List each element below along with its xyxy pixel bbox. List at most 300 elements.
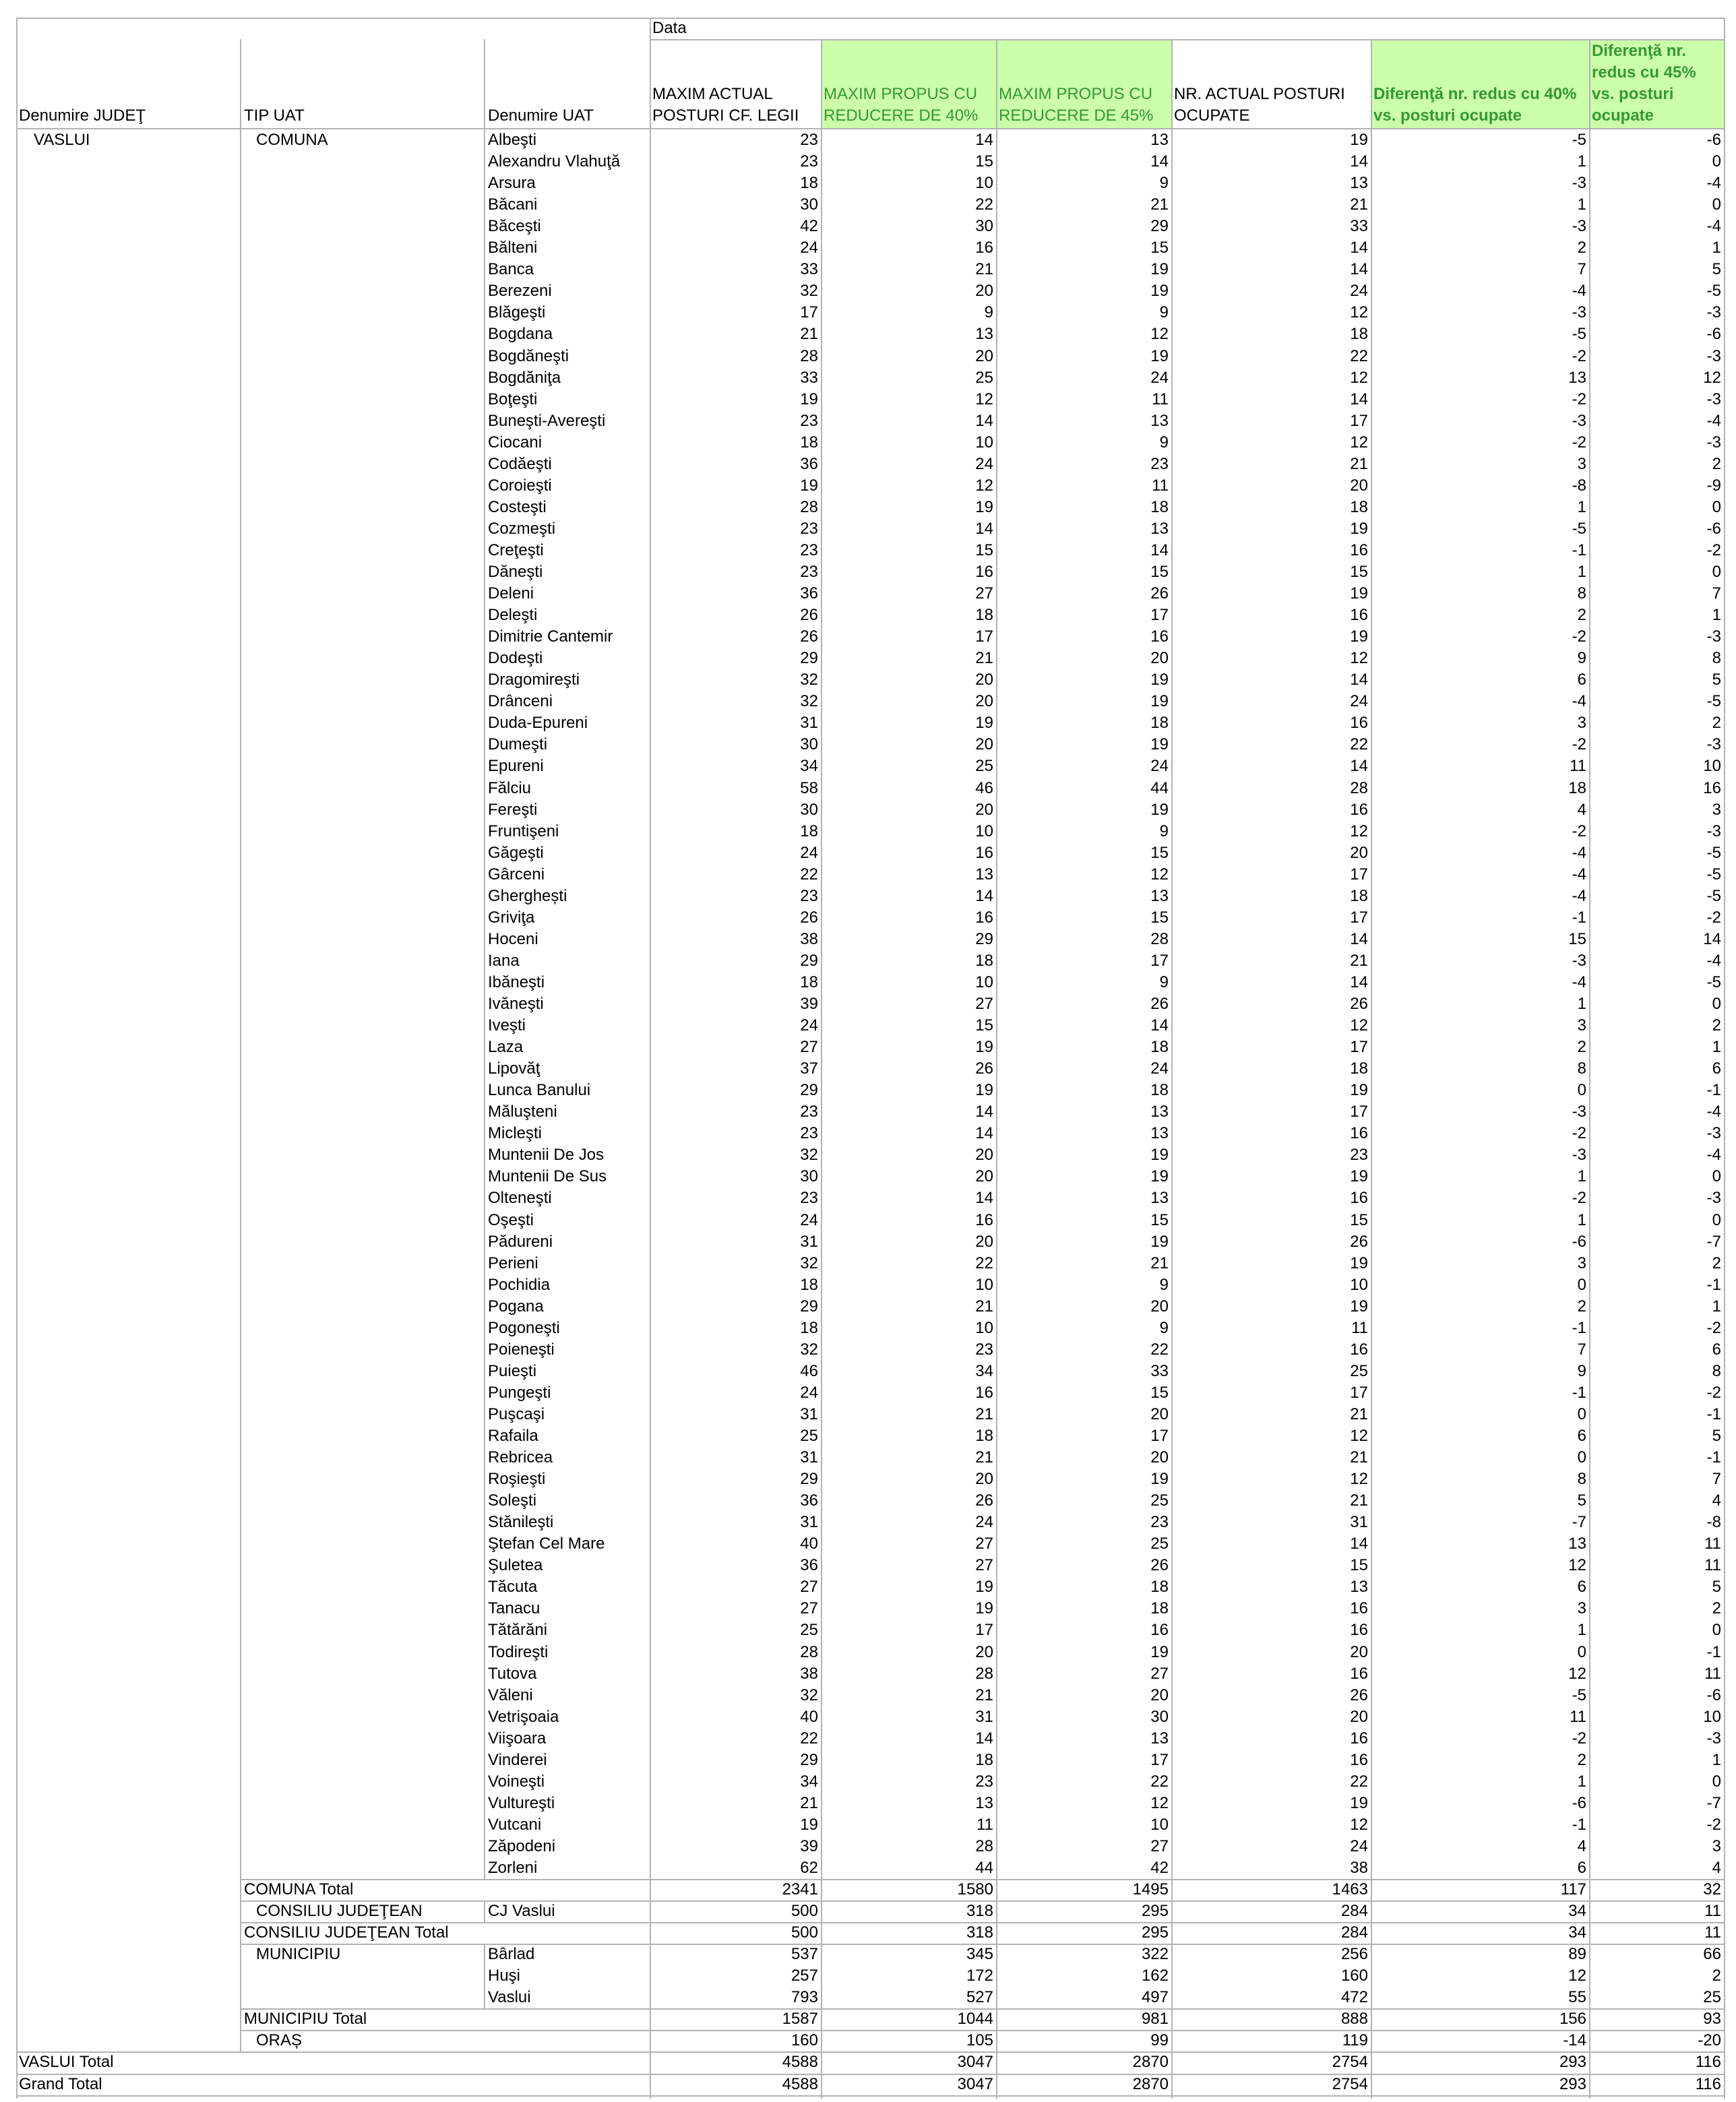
header-judet: Denumire JUDEŢ [19,106,146,125]
value-cell: 19 [1150,1146,1169,1165]
value-cell: 55 [1568,1988,1586,2007]
value-cell: -1 [1706,1275,1721,1294]
value-cell: 14 [975,411,993,430]
value-cell: -3 [1706,390,1721,408]
value-cell: 27 [975,995,993,1013]
value-cell: 22 [1350,346,1368,365]
value-cell: 160 [1340,1967,1368,1985]
value-cell: -3 [1706,735,1721,754]
table-row [16,1187,1725,1209]
value-cell: 11 [1351,1318,1368,1337]
value-cell: 20 [1150,1297,1169,1316]
value-cell: 20 [975,671,993,689]
value-cell: 11 [1570,1707,1586,1726]
value-cell: 20 [975,1167,993,1186]
value-cell: 11 [1152,390,1169,408]
header-denumire-uat: Denumire UAT [488,106,594,125]
table-row [16,648,1725,669]
value-cell: 2870 [1132,2074,1169,2093]
value-cell: 23 [800,152,818,171]
value-cell: 12 [1568,1556,1586,1575]
value-cell: 21 [1350,195,1368,214]
uat-name-cell: Lipovăţ [488,1059,540,1078]
value-cell: -2 [1706,1318,1721,1337]
uat-name-cell: Tutova [488,1664,537,1683]
value-cell: 17 [975,1621,993,1640]
value-cell: 17 [800,303,818,322]
value-cell: -20 [1698,2031,1721,2050]
value-cell: -5 [1706,886,1721,905]
value-cell: 19 [1350,131,1368,149]
value-cell: 8 [1577,1470,1586,1489]
value-cell: 19 [975,1038,993,1057]
table-row [16,129,1725,151]
tip-uat-cell: CONSILIU JUDEŢEAN [256,1902,423,1921]
value-cell: 10 [975,1275,993,1294]
uat-name-cell: Buneşti-Avereşti [488,411,606,430]
uat-name-cell: Vetrişoaia [488,1707,559,1726]
value-cell: 12 [1350,1016,1368,1035]
value-cell: 29 [800,1297,818,1316]
value-cell: 99 [1150,2031,1169,2050]
value-cell: 23 [800,886,818,905]
value-cell: 16 [1350,1340,1368,1359]
uat-name-cell: Gherghești [488,886,567,905]
value-cell: 34 [975,1361,993,1380]
value-cell: 3047 [957,2074,993,2093]
value-cell: 11 [1704,1535,1721,1553]
value-cell: 39 [800,995,818,1013]
value-cell: 2 [1577,1297,1586,1316]
uat-name-cell: Creţeşti [488,540,544,559]
uat-name-cell: Viişoara [488,1729,547,1748]
value-cell: 19 [1150,1470,1169,1489]
table-row [16,475,1725,497]
value-cell: 25 [1150,1491,1169,1510]
value-cell: 2 [1712,714,1721,733]
table-row [16,1382,1725,1404]
value-cell: 10 [975,1318,993,1337]
table-row [16,1231,1725,1253]
value-cell: 14 [1350,152,1368,171]
value-cell: 14 [1350,1535,1368,1553]
value-cell: 15 [975,152,993,171]
value-cell: -2 [1572,627,1586,646]
table-row [16,1361,1725,1382]
value-cell: -4 [1706,411,1721,430]
table-row [16,173,1725,194]
value-cell: 24 [800,843,818,862]
value-cell: 5 [1712,260,1721,279]
value-cell: 12 [1703,368,1721,387]
value-cell: 28 [975,1836,993,1855]
value-cell: 19 [975,497,993,516]
uat-name-cell: Costeşti [488,497,547,516]
table-row [16,1210,1725,1231]
value-cell: 27 [1150,1836,1169,1855]
table-row [16,929,1725,950]
value-cell: -6 [1706,325,1721,344]
uat-name-cell: Zăpodeni [488,1836,556,1855]
value-cell: 15 [1350,1210,1368,1229]
value-cell: 14 [975,1124,993,1143]
value-cell: 30 [800,195,818,214]
value-cell: 116 [1695,2074,1721,2093]
uat-name-cell: Ivăneşti [488,995,544,1013]
value-cell: 14 [1703,929,1721,948]
value-cell: 257 [790,1967,818,1985]
value-cell: 156 [1559,2010,1586,2029]
value-cell: 537 [790,1945,818,1964]
value-cell: 13 [1568,368,1586,387]
value-cell: 39 [800,1836,818,1855]
value-cell: 20 [1150,649,1169,668]
value-cell: 14 [1150,152,1169,171]
value-cell: 9 [1159,1318,1169,1337]
uat-name-cell: Bălteni [488,239,538,257]
value-cell: 14 [1350,260,1368,279]
table-row [16,907,1725,929]
value-cell: 32 [800,671,818,689]
value-cell: 30 [800,1167,818,1186]
value-cell: 27 [975,584,993,603]
table-row [16,323,1725,345]
value-cell: 24 [1150,757,1169,776]
value-cell: 7 [1577,260,1586,279]
value-cell: 9 [1159,433,1169,452]
value-cell: 2870 [1132,2053,1169,2072]
value-cell: 2 [1577,1038,1586,1057]
uat-name-cell: Berezeni [488,282,552,301]
uat-name-cell: Blăgeşti [488,303,546,322]
value-cell: 17 [1350,908,1368,927]
table-row [16,972,1725,993]
table-row [16,280,1725,302]
value-cell: 500 [790,1923,818,1942]
value-cell: 3 [1577,1599,1586,1618]
value-cell: 19 [1150,800,1169,819]
value-cell: 19 [800,1815,818,1834]
value-cell: 14 [975,131,993,149]
value-cell: 13 [1150,411,1169,430]
uat-name-cell: Roşieşti [488,1470,546,1489]
table-row [16,346,1725,367]
value-cell: 1044 [957,2010,993,2029]
value-cell: 2 [1577,239,1586,257]
value-cell: 24 [1150,1059,1169,1078]
value-cell: -6 [1572,1232,1586,1251]
value-cell: 119 [1342,2031,1368,2050]
table-row [16,993,1725,1015]
table-row [16,367,1725,389]
value-cell: 22 [1150,1772,1169,1791]
value-cell: 18 [800,1318,818,1337]
uat-name-cell: Muntenii De Jos [488,1146,604,1165]
value-cell: 24 [975,454,993,473]
data-label: Data [652,19,687,37]
value-cell: 27 [800,1038,818,1057]
value-cell: 12 [1568,1664,1586,1683]
value-cell: 19 [1150,692,1169,711]
value-cell: 36 [800,584,818,603]
tip-uat-cell: ORAȘ [256,2031,303,2050]
value-cell: 21 [975,260,993,279]
value-cell: 16 [975,843,993,862]
value-cell: 15 [975,540,993,559]
value-cell: -3 [1706,1729,1721,1748]
value-cell: -8 [1706,1513,1721,1532]
value-cell: 26 [1150,995,1169,1013]
value-cell: 1 [1712,1750,1721,1769]
value-cell: 34 [1568,1923,1586,1942]
value-cell: 18 [975,606,993,625]
table-row [16,237,1725,259]
table-row [16,518,1725,540]
uat-name-cell: Gârceni [488,865,545,884]
value-cell: 888 [1340,2010,1368,2029]
value-cell: 0 [1712,1621,1721,1640]
value-cell: 25 [800,1427,818,1445]
value-cell: 0 [1577,1642,1586,1661]
uat-name-cell: Rebricea [488,1448,553,1467]
value-cell: 0 [1712,995,1721,1013]
value-cell: 2341 [782,1880,818,1899]
value-cell: -5 [1706,972,1721,991]
value-cell: 16 [1350,1124,1368,1143]
value-cell: 19 [1350,1297,1368,1316]
value-cell: 25 [975,368,993,387]
value-cell: 24 [975,1513,993,1532]
value-cell: -3 [1572,1146,1586,1165]
table-row [16,432,1725,454]
value-cell: 1 [1577,195,1586,214]
value-cell: 21 [1150,195,1169,214]
value-cell: -4 [1572,692,1586,711]
value-cell: 18 [975,951,993,970]
uat-name-cell: Fereşti [488,800,538,819]
value-cell: 29 [800,1081,818,1100]
value-cell: -3 [1572,411,1586,430]
uat-name-cell: Stănileşti [488,1513,554,1532]
value-cell: -5 [1706,282,1721,301]
value-cell: 44 [975,1859,993,1877]
value-cell: 21 [1150,1254,1169,1272]
table-row [16,799,1725,821]
table-row [16,389,1725,410]
value-cell: -4 [1572,282,1586,301]
value-cell: 13 [1150,1729,1169,1748]
value-cell: 19 [1350,584,1368,603]
value-cell: 17 [1150,606,1169,625]
subtotal-label: CONSILIU JUDEŢEAN Total [244,1923,449,1942]
table-row [16,1447,1725,1469]
value-cell: 1 [1577,1167,1586,1186]
grid-line [240,39,241,128]
uat-name-cell: Duda-Epureni [488,714,588,733]
value-cell: 26 [1350,1232,1368,1251]
value-cell: 6 [1577,1859,1586,1877]
value-cell: -2 [1572,822,1586,840]
value-cell: 293 [1559,2074,1586,2093]
value-cell: 3047 [957,2053,993,2072]
value-cell: 10 [975,174,993,193]
value-cell: 11 [1152,476,1169,495]
value-cell: 18 [800,972,818,991]
value-cell: 18 [1150,497,1169,516]
value-cell: 30 [1150,1707,1169,1726]
table-row [16,1123,1725,1144]
value-cell: -6 [1572,1793,1586,1812]
value-cell: -4 [1706,1146,1721,1165]
value-cell: 20 [975,1146,993,1165]
uat-name-cell: Albeşti [488,131,537,149]
value-cell: 4 [1712,1859,1721,1877]
table-row [16,626,1725,648]
value-cell: 295 [1141,1902,1169,1921]
table-row [16,1144,1725,1166]
uat-name-cell: Vinderei [488,1750,547,1769]
value-cell: 10 [1703,1707,1721,1726]
uat-name-cell: Lunca Banului [488,1081,591,1100]
value-cell: 21 [975,1686,993,1704]
value-cell: 16 [1350,1621,1368,1640]
uat-name-cell: Dăneşti [488,563,543,581]
pivot-table [16,18,1725,2099]
value-cell: -5 [1706,865,1721,884]
value-cell: 4 [1577,800,1586,819]
value-cell: -3 [1706,822,1721,840]
value-cell: 18 [800,822,818,840]
table-row [16,1857,1725,1879]
value-cell: 2754 [1332,2053,1368,2072]
value-cell: -4 [1572,843,1586,862]
table-row [16,1771,1725,1793]
value-cell: 9 [1159,972,1169,991]
value-cell: -4 [1572,886,1586,905]
value-cell: 36 [800,1491,818,1510]
value-cell: 5 [1712,671,1721,689]
value-cell: 11 [1704,1556,1721,1575]
value-cell: 19 [975,1578,993,1597]
value-cell: 32 [800,1254,818,1272]
table-row [16,1058,1725,1080]
uat-name-cell: Ştefan Cel Mare [488,1535,605,1553]
value-cell: 11 [976,1815,993,1834]
table-row [16,1555,1725,1576]
value-cell: 12 [975,476,993,495]
table-row [16,669,1725,691]
value-cell: 21 [1350,454,1368,473]
value-cell: 16 [1350,1750,1368,1769]
value-cell: 2 [1712,454,1721,473]
value-cell: 30 [975,217,993,236]
value-cell: 32 [800,282,818,301]
value-cell: 6 [1577,671,1586,689]
value-cell: 27 [800,1578,818,1597]
value-cell: 295 [1141,1923,1169,1942]
table-row [16,1987,1725,2008]
value-cell: 19 [1150,1642,1169,1661]
table-row [16,151,1725,173]
tip-uat-cell: MUNICIPIU [256,1945,341,1964]
value-cell: 38 [1350,1859,1368,1877]
value-cell: 17 [1350,1103,1368,1121]
uat-name-cell: Voineşti [488,1772,545,1791]
uat-name-cell: Dumeşti [488,735,548,754]
value-cell: 20 [1150,1448,1169,1467]
table-row [16,1533,1725,1555]
uat-name-cell: Bogdana [488,325,553,344]
value-cell: 19 [975,1599,993,1618]
value-cell: 12 [1150,865,1169,884]
value-cell: 2 [1712,1967,1721,1985]
value-cell: 17 [1350,865,1368,884]
value-cell: 21 [1350,1448,1368,1467]
table-row [16,734,1725,755]
value-cell: 24 [1350,282,1368,301]
value-cell: 3 [1577,1016,1586,1035]
value-cell: 20 [975,282,993,301]
value-cell: 14 [975,886,993,905]
value-cell: 19 [1150,282,1169,301]
tip-uat-cell: COMUNA [256,131,328,149]
table-row [16,1642,1725,1663]
value-cell: 21 [1350,1404,1368,1423]
value-cell: 9 [1577,649,1586,668]
value-cell: 28 [800,497,818,516]
table-row [16,755,1725,777]
value-cell: 17 [1150,1750,1169,1769]
value-cell: 6 [1577,1427,1586,1445]
value-cell: 8 [1577,584,1586,603]
value-cell: 23 [800,519,818,538]
value-cell: -4 [1706,217,1721,236]
value-cell: 29 [800,1470,818,1489]
value-cell: 12 [1350,303,1368,322]
value-cell: 22 [975,195,993,214]
value-cell: 1 [1577,152,1586,171]
value-cell: 23 [800,1124,818,1143]
value-cell: 527 [966,1988,993,2007]
value-cell: -3 [1706,1189,1721,1208]
table-row [16,583,1725,605]
table-row [16,1490,1725,1512]
value-cell: 2 [1577,606,1586,625]
total-label: VASLUI Total [19,2053,114,2072]
value-cell: 18 [1350,325,1368,344]
value-cell: 26 [1150,584,1169,603]
value-cell: 24 [1350,692,1368,711]
value-cell: 32 [800,1146,818,1165]
value-cell: 58 [800,778,818,797]
value-cell: 8 [1712,649,1721,668]
value-cell: -9 [1706,476,1721,495]
value-cell: 14 [975,1729,993,1748]
value-cell: 16 [1350,800,1368,819]
value-cell: 23 [1150,1513,1169,1532]
value-cell: 36 [800,454,818,473]
value-cell: -4 [1706,1103,1721,1121]
value-cell: 24 [1350,1836,1368,1855]
value-cell: 8 [1712,1361,1721,1380]
value-cell: 981 [1141,2010,1169,2029]
value-cell: 23 [800,411,818,430]
value-cell: 18 [1150,1038,1169,1057]
table-row [16,1965,1725,1987]
value-cell: 13 [975,1793,993,1812]
value-cell: 13 [1568,1535,1586,1553]
value-cell: 20 [1150,1404,1169,1423]
